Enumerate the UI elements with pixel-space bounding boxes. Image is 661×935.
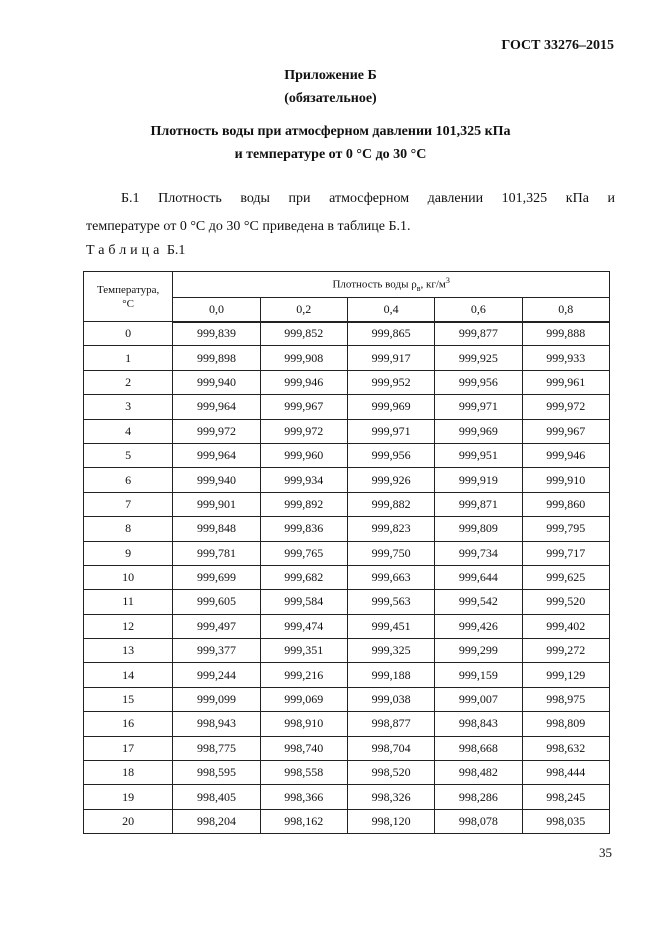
table-row bbox=[84, 517, 610, 541]
density-header-superscript: 3 bbox=[445, 276, 450, 286]
density-cell: 998,910 bbox=[260, 712, 347, 736]
density-cell: 999,940 bbox=[173, 468, 260, 492]
temperature-cell: 2 bbox=[84, 370, 173, 394]
density-header-text: Плотность воды ρ bbox=[332, 278, 417, 291]
density-cell: 999,888 bbox=[522, 322, 609, 346]
density-cell: 999,451 bbox=[347, 614, 434, 638]
density-cell: 999,964 bbox=[173, 443, 260, 467]
table-row bbox=[84, 346, 610, 370]
temperature-cell: 20 bbox=[84, 809, 173, 833]
temperature-cell: 12 bbox=[84, 614, 173, 638]
density-header-subscript: в bbox=[416, 284, 421, 294]
density-cell: 998,740 bbox=[260, 736, 347, 760]
density-cell: 999,919 bbox=[435, 468, 522, 492]
density-cell: 998,520 bbox=[347, 761, 434, 785]
table-row bbox=[84, 663, 610, 687]
temperature-cell: 4 bbox=[84, 419, 173, 443]
density-cell: 999,188 bbox=[347, 663, 434, 687]
table-caption bbox=[86, 243, 185, 259]
table-row bbox=[84, 687, 610, 711]
density-cell: 999,497 bbox=[173, 614, 260, 638]
density-cell: 999,934 bbox=[260, 468, 347, 492]
density-cell: 999,946 bbox=[522, 443, 609, 467]
temperature-cell: 15 bbox=[84, 687, 173, 711]
density-cell: 999,682 bbox=[260, 565, 347, 589]
density-cell: 999,908 bbox=[260, 346, 347, 370]
density-cell: 999,069 bbox=[260, 687, 347, 711]
table-row bbox=[84, 712, 610, 736]
density-cell: 999,898 bbox=[173, 346, 260, 370]
density-cell: 999,839 bbox=[173, 322, 260, 346]
document-id: ГОСТ 33276–2015 bbox=[501, 38, 614, 53]
density-cell: 999,969 bbox=[347, 395, 434, 419]
appendix-status: (обязательное) bbox=[284, 91, 377, 106]
density-cell: 999,007 bbox=[435, 687, 522, 711]
temperature-cell: 10 bbox=[84, 565, 173, 589]
table-row bbox=[84, 761, 610, 785]
density-cell: 998,405 bbox=[173, 785, 260, 809]
density-cell: 998,558 bbox=[260, 761, 347, 785]
density-cell: 999,969 bbox=[435, 419, 522, 443]
table-row bbox=[84, 590, 610, 614]
density-table-body bbox=[84, 322, 610, 834]
density-cell: 998,809 bbox=[522, 712, 609, 736]
temperature-cell: 14 bbox=[84, 663, 173, 687]
density-cell: 999,272 bbox=[522, 639, 609, 663]
temperature-header-line2: °С bbox=[122, 297, 135, 310]
density-cell: 999,699 bbox=[173, 565, 260, 589]
temperature-cell: 9 bbox=[84, 541, 173, 565]
fraction-header: 0,2 bbox=[260, 298, 347, 322]
table-row bbox=[84, 419, 610, 443]
temperature-cell: 6 bbox=[84, 468, 173, 492]
density-cell: 999,823 bbox=[347, 517, 434, 541]
paragraph-line1: Б.1 Плотность воды при атмосферном давлении 101,325 кПа и bbox=[121, 191, 615, 206]
density-cell: 999,836 bbox=[260, 517, 347, 541]
density-cell: 999,099 bbox=[173, 687, 260, 711]
density-cell: 999,563 bbox=[347, 590, 434, 614]
density-cell: 999,901 bbox=[173, 492, 260, 516]
density-cell: 999,961 bbox=[522, 370, 609, 394]
table-row bbox=[84, 541, 610, 565]
density-cell: 998,245 bbox=[522, 785, 609, 809]
density-cell: 999,877 bbox=[435, 322, 522, 346]
density-cell: 999,474 bbox=[260, 614, 347, 638]
table-row bbox=[84, 614, 610, 638]
density-cell: 999,625 bbox=[522, 565, 609, 589]
density-cell: 999,542 bbox=[435, 590, 522, 614]
density-group-header bbox=[173, 272, 610, 298]
table-row bbox=[84, 785, 610, 809]
density-cell: 999,781 bbox=[173, 541, 260, 565]
density-cell: 998,704 bbox=[347, 736, 434, 760]
fraction-header: 0,0 bbox=[173, 298, 260, 322]
density-cell: 998,843 bbox=[435, 712, 522, 736]
density-cell: 999,244 bbox=[173, 663, 260, 687]
table-row bbox=[84, 443, 610, 467]
table-row bbox=[84, 565, 610, 589]
fraction-header: 0,4 bbox=[347, 298, 434, 322]
density-cell: 999,940 bbox=[173, 370, 260, 394]
table-row bbox=[84, 736, 610, 760]
table-row bbox=[84, 639, 610, 663]
density-cell: 999,967 bbox=[522, 419, 609, 443]
density-cell: 999,299 bbox=[435, 639, 522, 663]
density-cell: 999,129 bbox=[522, 663, 609, 687]
temperature-cell: 16 bbox=[84, 712, 173, 736]
density-cell: 998,120 bbox=[347, 809, 434, 833]
density-cell: 998,444 bbox=[522, 761, 609, 785]
density-cell: 998,975 bbox=[522, 687, 609, 711]
density-cell: 999,663 bbox=[347, 565, 434, 589]
table-row bbox=[84, 809, 610, 833]
appendix-heading-line2: и температуре от 0 °С до 30 °С bbox=[234, 147, 427, 162]
temperature-cell: 19 bbox=[84, 785, 173, 809]
temperature-cell: 13 bbox=[84, 639, 173, 663]
temperature-cell: 0 bbox=[84, 322, 173, 346]
density-cell: 999,971 bbox=[435, 395, 522, 419]
density-cell: 999,865 bbox=[347, 322, 434, 346]
table-row bbox=[84, 492, 610, 516]
temperature-cell: 18 bbox=[84, 761, 173, 785]
temperature-cell: 3 bbox=[84, 395, 173, 419]
density-cell: 999,809 bbox=[435, 517, 522, 541]
density-cell: 998,943 bbox=[173, 712, 260, 736]
density-cell: 999,852 bbox=[260, 322, 347, 346]
density-cell: 999,956 bbox=[347, 443, 434, 467]
density-cell: 999,038 bbox=[347, 687, 434, 711]
density-cell: 999,520 bbox=[522, 590, 609, 614]
density-cell: 999,377 bbox=[173, 639, 260, 663]
density-cell: 998,326 bbox=[347, 785, 434, 809]
temperature-cell: 8 bbox=[84, 517, 173, 541]
density-cell: 999,402 bbox=[522, 614, 609, 638]
temperature-column-header bbox=[84, 272, 173, 322]
density-cell: 999,952 bbox=[347, 370, 434, 394]
density-cell: 998,078 bbox=[435, 809, 522, 833]
density-cell: 999,964 bbox=[173, 395, 260, 419]
density-cell: 998,366 bbox=[260, 785, 347, 809]
density-cell: 999,946 bbox=[260, 370, 347, 394]
density-cell: 999,717 bbox=[522, 541, 609, 565]
table-caption-number: Б.1 bbox=[166, 243, 186, 258]
density-cell: 998,286 bbox=[435, 785, 522, 809]
fraction-header: 0,6 bbox=[435, 298, 522, 322]
density-cell: 998,162 bbox=[260, 809, 347, 833]
density-table bbox=[83, 271, 610, 834]
density-cell: 998,877 bbox=[347, 712, 434, 736]
appendix-title: Приложение Б bbox=[284, 68, 377, 83]
density-cell: 999,325 bbox=[347, 639, 434, 663]
density-cell: 999,960 bbox=[260, 443, 347, 467]
density-cell: 999,644 bbox=[435, 565, 522, 589]
temperature-cell: 11 bbox=[84, 590, 173, 614]
density-cell: 999,926 bbox=[347, 468, 434, 492]
density-cell: 999,605 bbox=[173, 590, 260, 614]
density-cell: 998,632 bbox=[522, 736, 609, 760]
density-cell: 999,216 bbox=[260, 663, 347, 687]
density-cell: 999,951 bbox=[435, 443, 522, 467]
density-cell: 998,595 bbox=[173, 761, 260, 785]
density-cell: 999,159 bbox=[435, 663, 522, 687]
density-cell: 999,956 bbox=[435, 370, 522, 394]
table-row bbox=[84, 370, 610, 394]
temperature-cell: 7 bbox=[84, 492, 173, 516]
table-row bbox=[84, 395, 610, 419]
density-cell: 998,668 bbox=[435, 736, 522, 760]
density-cell: 999,925 bbox=[435, 346, 522, 370]
density-cell: 999,892 bbox=[260, 492, 347, 516]
density-cell: 999,795 bbox=[522, 517, 609, 541]
density-cell: 999,882 bbox=[347, 492, 434, 516]
density-cell: 999,972 bbox=[260, 419, 347, 443]
density-cell: 999,426 bbox=[435, 614, 522, 638]
density-cell: 999,848 bbox=[173, 517, 260, 541]
page-number: 35 bbox=[599, 845, 612, 860]
temperature-cell: 17 bbox=[84, 736, 173, 760]
density-cell: 999,351 bbox=[260, 639, 347, 663]
table-caption-label: Таблица bbox=[86, 243, 164, 258]
density-cell: 999,967 bbox=[260, 395, 347, 419]
density-cell: 999,765 bbox=[260, 541, 347, 565]
paragraph-line2: температуре от 0 °С до 30 °С приведена в таблице Б.1. bbox=[86, 219, 411, 234]
appendix-heading-line1: Плотность воды при атмосферном давлении 101,325 кПа bbox=[150, 124, 511, 139]
density-cell: 999,860 bbox=[522, 492, 609, 516]
density-cell: 999,917 bbox=[347, 346, 434, 370]
density-cell: 999,972 bbox=[522, 395, 609, 419]
density-cell: 998,204 bbox=[173, 809, 260, 833]
table-row bbox=[84, 468, 610, 492]
density-cell: 999,734 bbox=[435, 541, 522, 565]
fraction-header: 0,8 bbox=[522, 298, 609, 322]
temperature-header-line1: Температура, bbox=[97, 283, 160, 296]
table-row bbox=[84, 322, 610, 346]
density-cell: 999,871 bbox=[435, 492, 522, 516]
density-cell: 999,971 bbox=[347, 419, 434, 443]
density-cell: 998,482 bbox=[435, 761, 522, 785]
density-cell: 998,775 bbox=[173, 736, 260, 760]
density-cell: 999,750 bbox=[347, 541, 434, 565]
density-cell: 998,035 bbox=[522, 809, 609, 833]
density-cell: 999,584 bbox=[260, 590, 347, 614]
density-cell: 999,972 bbox=[173, 419, 260, 443]
temperature-cell: 1 bbox=[84, 346, 173, 370]
density-cell: 999,933 bbox=[522, 346, 609, 370]
temperature-cell: 5 bbox=[84, 443, 173, 467]
density-header-unit: , кг/м bbox=[420, 278, 446, 291]
density-cell: 999,910 bbox=[522, 468, 609, 492]
